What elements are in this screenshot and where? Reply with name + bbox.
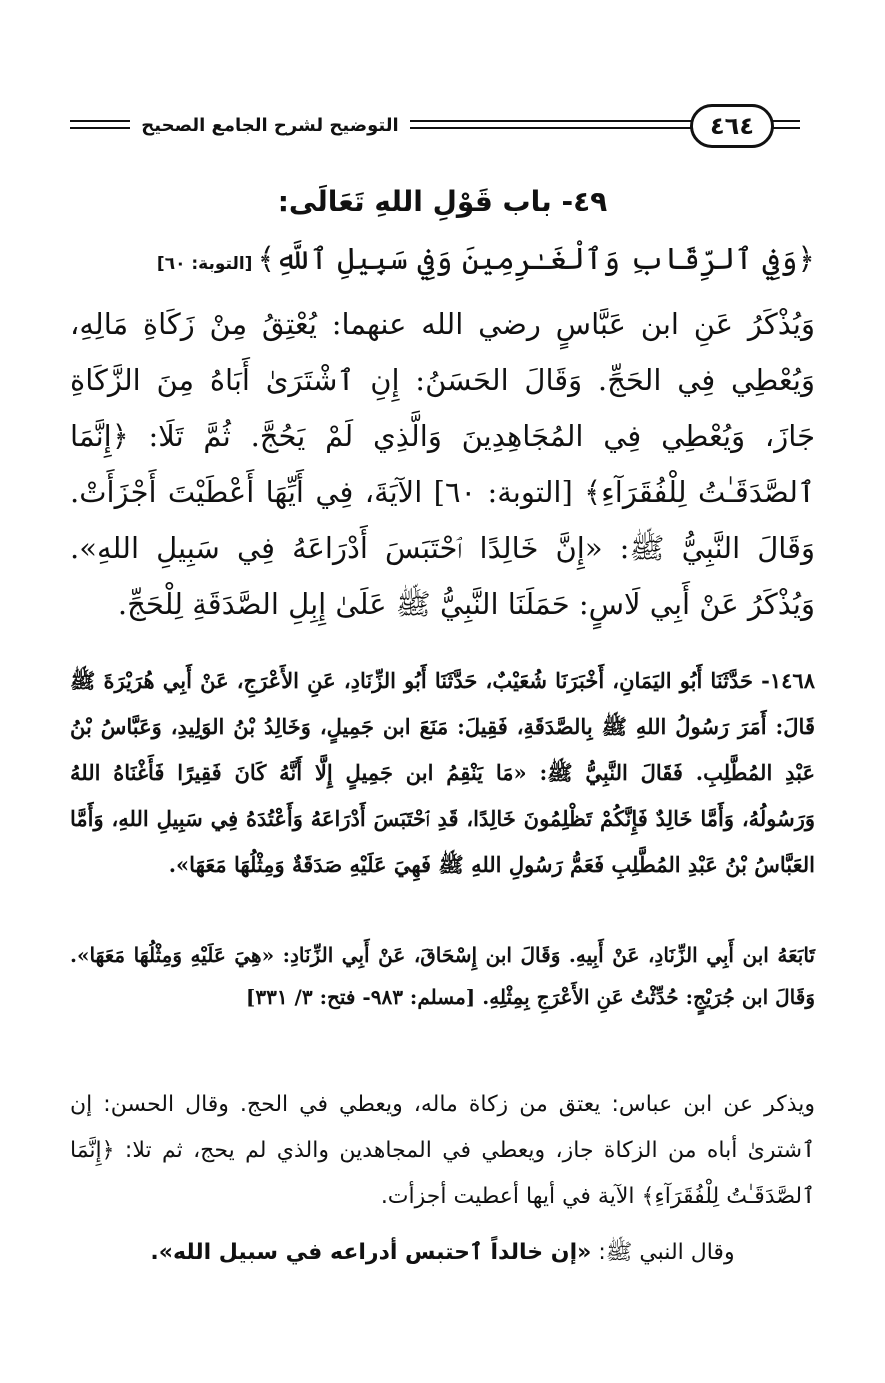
header-rule-middle-bottom (410, 127, 700, 129)
hadith-text: ١٤٦٨- حَدَّثَنَا أَبُو اليَمَانِ، أَخْبَرَنَا شُعَيْبٌ، حَدَّثَنَا أَبُو الزِّنَادِ، عَنِ الأَعْرَجِ، عَنْ أَبِي هُرَيْرَةَ ﷺ قَالَ: أَمَرَ رَسُولُ اللهِ ﷺ بِالصَّدَقَةِ، فَقِيلَ: مَنَعَ ابن جَمِيلٍ، وَخَالِدُ بْنُ الوَلِيدِ، وَعَبَّاسُ بْنُ عَبْدِ المُطَّلِبِ. فَقَالَ النَّبِيُّ ﷺ: «مَا يَنْقِمُ ابن جَمِيلٍ إِلَّا أَنَّهُ كَانَ فَقِيرًا فَأَغْنَاهُ اللهُ وَرَسُولُهُ، وَأَمَّا خَالِدٌ فَإِنَّكُمْ تَظْلِمُونَ خَالِدًا، قَدِ ٱحْتَبَسَ أَدْرَاعَهُ وَأَعْتُدَهُ فِي سَبِيلِ اللهِ، وَأَمَّا العَبَّاسُ بْنُ عَبْدِ المُطَّلِبِ فَعَمُّ رَسُولِ اللهِ ﷺ فَهِيَ عَلَيْهِ صَدَقَةٌ وَمِثْلُهَا مَعَهَا». (70, 668, 815, 877)
header-rule-left-bottom (70, 127, 130, 129)
commentary-last-intro: وقال النبي ﷺ: (598, 1240, 735, 1265)
chapter-verse-line (70, 236, 815, 288)
main-text: وَيُذْكَرُ عَنِ ابن عَبَّاسٍ رضي الله عنهما: يُعْتِقُ مِنْ زَكَاةِ مَالِهِ، وَيُعْطِي فِي الحَجِّ. وَقَالَ الحَسَنُ: إِنِ ٱشْتَرَىٰ أَبَاهُ مِنَ الزَّكَاةِ جَازَ، وَيُعْطِي فِي المُجَاهِدِينَ وَالَّذِي لَمْ يَحُجَّ. ثُمَّ تَلَا: ﴿إِنَّمَا ٱلصَّدَقَـٰتُ لِلْفُقَرَآءِ﴾ [التوبة: ٦٠] الآيَةَ، فِي أَيِّهَا أَعْطَيْتَ أَجْزَأَتْ. وَقَالَ النَّبِيُّ ﷺ: «إِنَّ خَالِدًا ٱحْتَبَسَ أَدْرَاعَهُ فِي سَبِيلِ اللهِ». وَيُذْكَرُ عَنْ أَبِي لَاسٍ: حَمَلَنَا النَّبِيُّ ﷺ عَلَىٰ إِبِلِ الصَّدَقَةِ لِلْحَجِّ. (70, 307, 815, 621)
header-rule-left-top (70, 120, 130, 122)
commentary-last-line (70, 1230, 815, 1276)
commentary-paragraph: ويذكر عن ابن عباس: يعتق من زكاة ماله، ويعطي في الحج. وقال الحسن: إن ٱشترىٰ أباه من الزكاة جاز، ويعطي في المجاهدين والذي لم يحج، ثم تلا: ﴿إِنَّمَا ٱلصَّدَقَـٰتُ لِلْفُقَرَآءِ﴾ الآية في أيها أعطيت أجزأت. (70, 1092, 815, 1209)
chapter-verse: ﴿وَفِي ٱلرِّقَابِ وَٱلْغَـٰرِمِينَ وَفِي سَبِيلِ ٱللَّهِ﴾ (257, 242, 815, 277)
hadith-note: تَابَعَهُ ابن أَبِي الزِّنَادِ، عَنْ أَبِيهِ. وَقَالَ ابن إِسْحَاقَ، عَنْ أَبِي الزِّنَادِ: «هِيَ عَلَيْهِ وَمِثْلُهَا مَعَهَا». وَقَالَ ابن جُرَيْجٍ: حُدِّثْتُ عَنِ الأَعْرَجِ بِمِثْلِهِ. [مسلم: ٩٨٣- فتح: ٣/ ٣٣١] (70, 943, 815, 1009)
page-number: ٤٦٤ (690, 104, 774, 148)
commentary-last-quote: «إن خالداً ٱحتبس أدراعه في سبيل الله». (150, 1240, 592, 1265)
header-rule-right-bottom (770, 127, 800, 129)
chapter-heading: ٤٩- باب قَوْلِ اللهِ تَعَالَى: (277, 185, 608, 218)
header-rule-middle-top (410, 120, 700, 122)
chapter-verse-reference: [التوبة: ٦٠] (156, 254, 253, 274)
running-title: التوضيح لشرح الجامع الصحيح (130, 114, 410, 138)
header-rule-right-top (770, 120, 800, 122)
page-header (70, 100, 800, 156)
